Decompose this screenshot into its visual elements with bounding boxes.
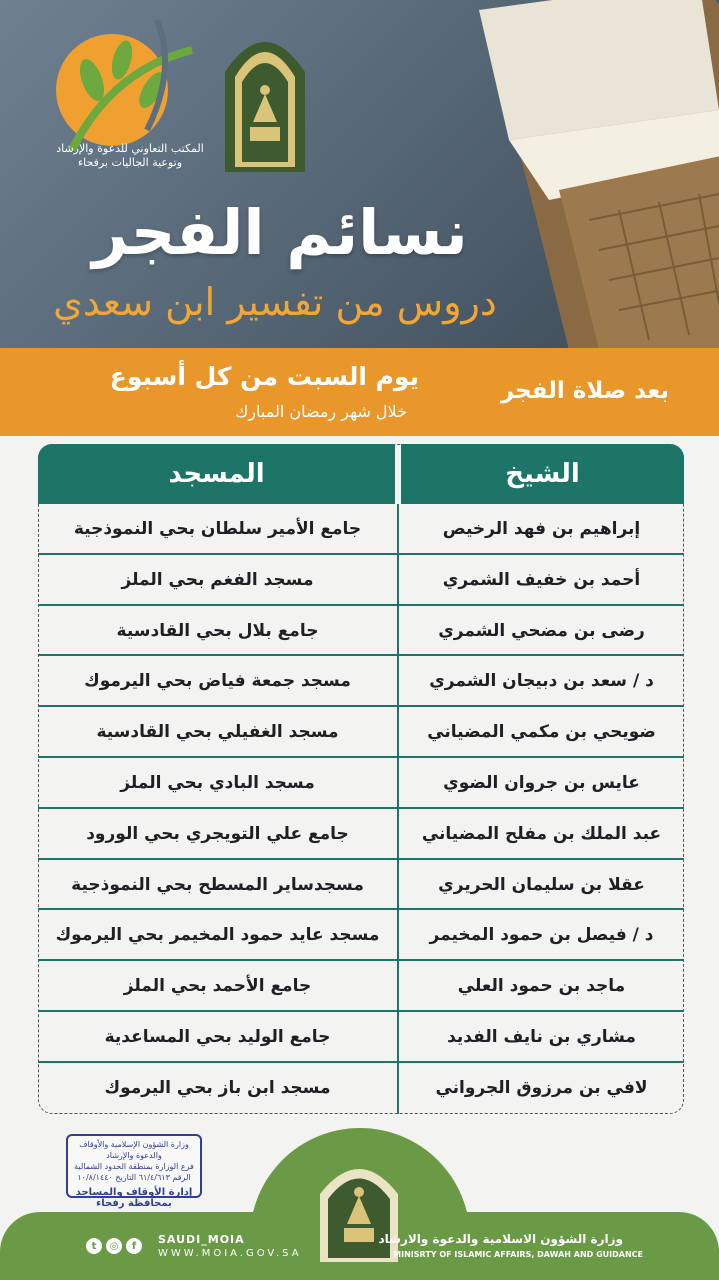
sheikh-cell: رضى بن مضحي الشمري xyxy=(438,620,645,641)
stamp-line2: فرع الوزارة بمنطقة الحدود الشمالية xyxy=(74,1162,194,1171)
stamp-line1: وزارة الشؤون الإسلامية والأوقاف والدعوة والإرشاد xyxy=(79,1140,189,1160)
mosque-cell: جامع الأمير سلطان بحي النموذجية xyxy=(73,519,362,539)
table-row xyxy=(38,1063,684,1114)
page-subtitle: دروس من تفسير ابن سعدي xyxy=(53,280,497,324)
sheikh-cell: أحمد بن خفيف الشمري xyxy=(442,569,641,590)
table-row xyxy=(38,860,684,911)
stamp-line4: إدارة الأوقاف والمساجد بمحافظة رفحاء xyxy=(75,1187,193,1209)
ministry-name-ar: وزارة الشؤون الاسلامية والدعوة والارشاد xyxy=(378,1232,623,1246)
coop-office-line1: المكتب التعاوني للدعوة والإرشاد xyxy=(56,142,204,155)
sheikh-cell: عبد الملك بن مفلح المضياني xyxy=(421,823,662,844)
table-row xyxy=(38,707,684,758)
website-link[interactable]: WWW.MOIA.GOV.SA xyxy=(158,1248,302,1259)
social-handle[interactable]: SAUDI_MOIA xyxy=(158,1233,245,1246)
facebook-icon[interactable]: f xyxy=(126,1238,142,1254)
table-header xyxy=(38,444,684,504)
coop-office-name xyxy=(40,142,220,170)
mosque-cell: جامع الوليد بحي المساعدية xyxy=(104,1026,331,1047)
instagram-icon[interactable]: ◎ xyxy=(106,1238,122,1254)
column-divider xyxy=(397,504,399,1114)
column-header-mosque: المسجد xyxy=(38,444,395,504)
table-row xyxy=(38,504,684,555)
mosque-cell: مسجد ابن باز بحي اليرموك xyxy=(104,1077,331,1098)
sheikh-cell: لافي بن مرزوق الجرواني xyxy=(435,1077,648,1098)
schedule-time: بعد صلاة الفجر xyxy=(500,378,669,404)
stamp-line3: الرقم ٦١/٤/٦١٣ التاريخ ١٠/٨/١٤٤٠ xyxy=(77,1173,191,1182)
table-row xyxy=(38,1012,684,1063)
table-row xyxy=(38,809,684,860)
sheikh-cell: إبراهيم بن فهد الرخيص xyxy=(442,519,641,539)
mosque-cell: مسجد جمعة فياض بحي اليرموك xyxy=(84,671,351,692)
table-row xyxy=(38,910,684,961)
sheikh-cell: د / سعد بن دبيجان الشمري xyxy=(429,671,654,692)
mosque-cell: مسجد البادي بحي الملز xyxy=(120,772,315,793)
table-row xyxy=(38,656,684,707)
lessons-table xyxy=(38,444,684,1114)
twitter-icon[interactable]: t xyxy=(86,1238,102,1254)
mosque-cell: جامع الأحمد بحي الملز xyxy=(123,976,312,997)
sheikh-cell: د / فيصل بن حمود المخيمر xyxy=(429,925,654,946)
table-body xyxy=(38,504,684,1114)
mosque-cell: مسجد عايد حمود المخيمر بحي اليرموك xyxy=(55,925,380,946)
mosque-cell: جامع علي التويجري بحي الورود xyxy=(86,823,349,844)
table-row xyxy=(38,758,684,809)
mosque-cell: مسجدساير المسطح بحي النموذجية xyxy=(71,874,364,895)
ministry-name-en: MINISRTY OF ISLAMIC AFFAIRS, DAWAH AND GUIDANCE xyxy=(393,1250,643,1259)
table-row xyxy=(38,555,684,606)
sheikh-cell: عايس بن جروان الضوي xyxy=(443,772,640,793)
sheikh-cell: مشاري بن نايف الفديد xyxy=(447,1026,636,1047)
coop-office-line2: وتوعية الجاليات برفحاء xyxy=(77,156,183,169)
social-icons xyxy=(86,1234,142,1258)
mosque-cell: مسجد الغفيلي بحي القادسية xyxy=(96,722,339,743)
official-stamp xyxy=(66,1134,202,1209)
mosque-cell: مسجد الفغم بحي الملز xyxy=(121,569,314,590)
schedule-band xyxy=(0,348,719,436)
table-row xyxy=(38,606,684,657)
mosque-cell: جامع بلال بحي القادسية xyxy=(116,620,319,641)
schedule-day: يوم السبت من كل أسبوع xyxy=(109,362,419,391)
schedule-month: خلال شهر رمضان المبارك xyxy=(235,402,407,421)
sheikh-cell: ضويحي بن مكمي المضياني xyxy=(427,722,656,743)
page-title: نسائم الفجر xyxy=(92,196,468,269)
sheikh-cell: ماجد بن حمود العلي xyxy=(457,976,626,997)
table-row xyxy=(38,961,684,1012)
column-header-sheikh: الشيخ xyxy=(401,444,684,504)
header-banner xyxy=(0,0,719,348)
moia-emblem-logo xyxy=(215,22,315,172)
sheikh-cell: عقلا بن سليمان الحريري xyxy=(438,874,645,895)
